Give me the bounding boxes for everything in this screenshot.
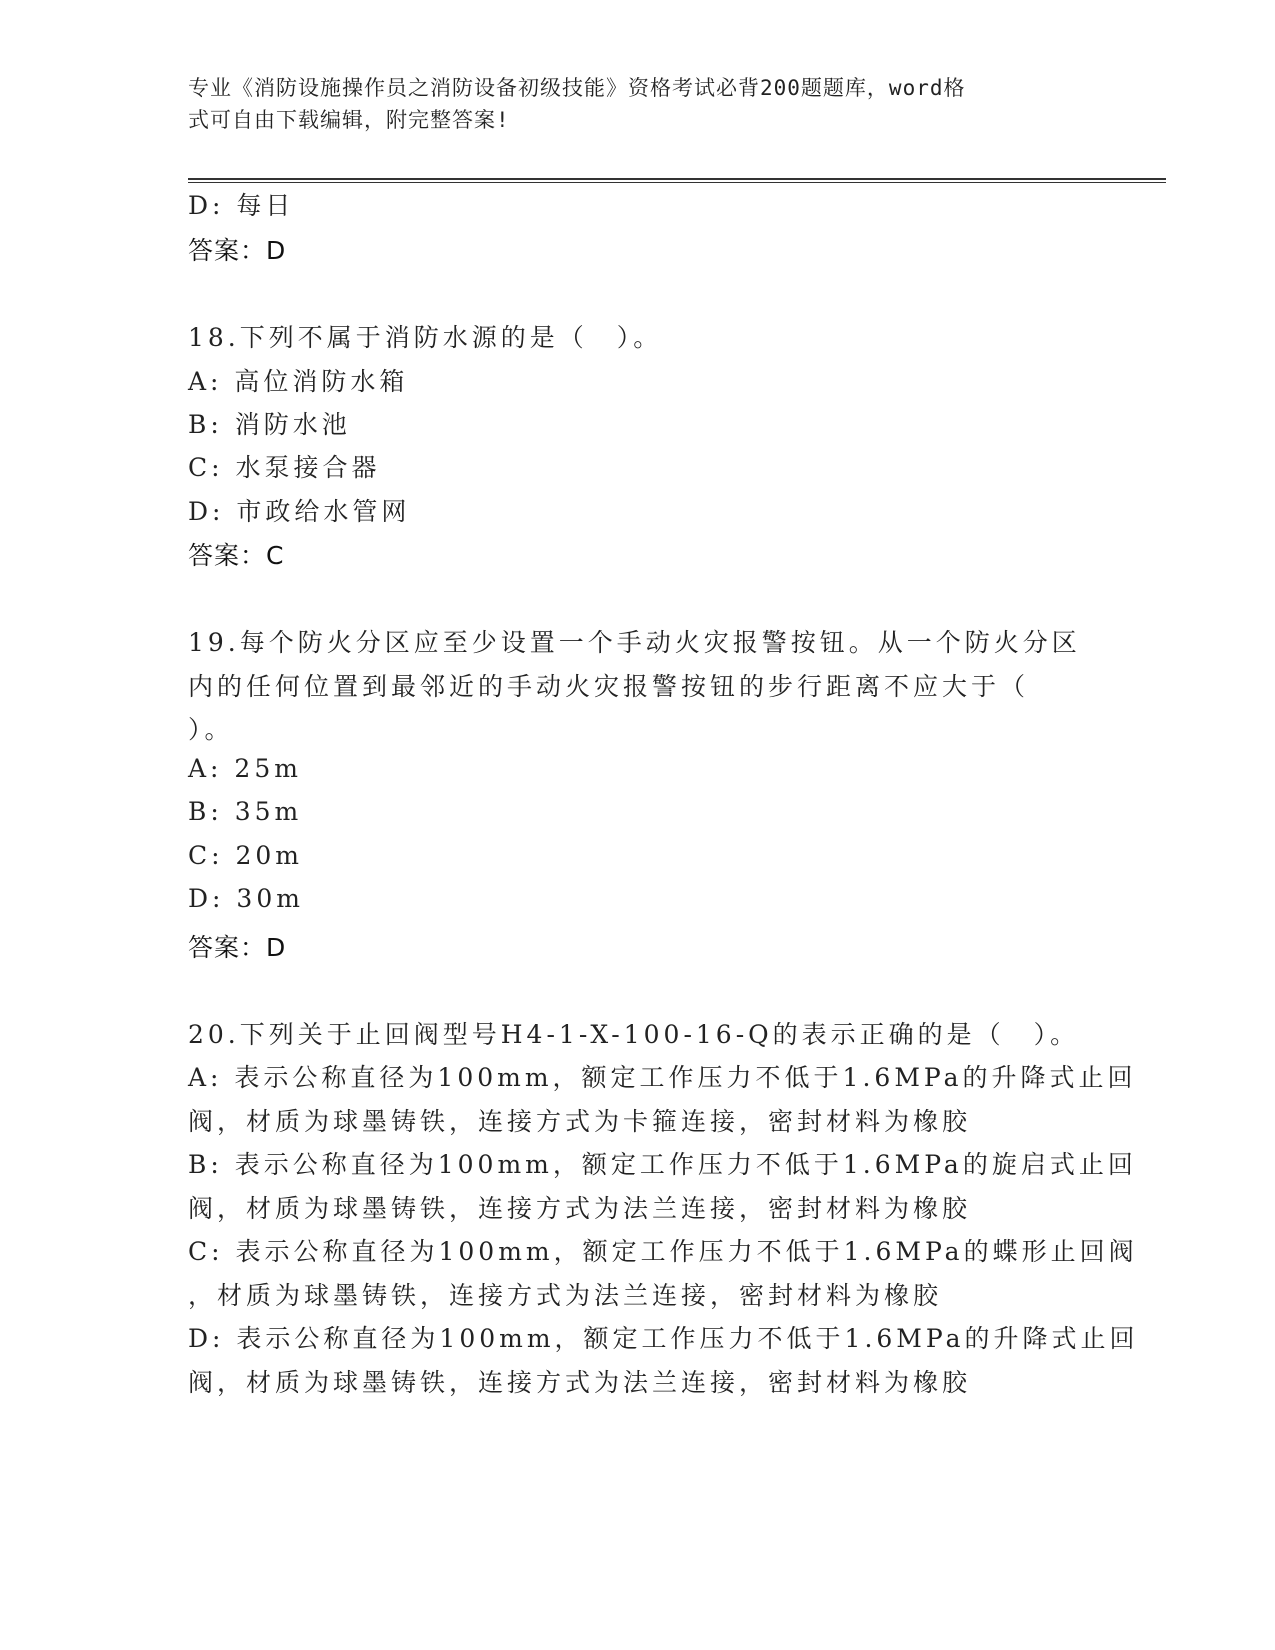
q19-stem-line-2: 内的任何位置到最邻近的手动火灾报警按钮的步行距离不应大于（: [188, 672, 1030, 701]
q20-option-a-line-2: 阀，材质为球墨铸铁，连接方式为卡箍连接，密封材料为橡胶: [188, 1107, 972, 1136]
header-divider: [188, 178, 1166, 183]
q20-option-d-line-1: D: 表示公称直径为100mm，额定工作压力不低于1.6MPa的升降式止回: [188, 1324, 1139, 1353]
q18-option-c: C: 水泵接合器: [188, 453, 381, 482]
q20-option-c-line-1: C: 表示公称直径为100mm，额定工作压力不低于1.6MPa的蝶形止回阀: [188, 1237, 1138, 1266]
q20-stem: 20.下列关于止回阀型号H4-1-X-100-16-Q的表示正确的是（ ）。: [188, 1020, 1080, 1049]
header-title-line-1: 专业《消防设施操作员之消防设备初级技能》资格考试必背200题题库，word格: [188, 76, 966, 100]
q20-option-b-line-1: B: 表示公称直径为100mm，额定工作压力不低于1.6MPa的旋启式止回: [188, 1150, 1137, 1179]
q19-option-a: A: 25m: [188, 754, 302, 783]
q19-answer: 答案：D: [188, 933, 287, 962]
q18-option-a: A: 高位消防水箱: [188, 367, 409, 396]
q20-option-c-line-2: ，材质为球墨铸铁，连接方式为法兰连接，密封材料为橡胶: [188, 1281, 943, 1310]
q20-option-b-line-2: 阀，材质为球墨铸铁，连接方式为法兰连接，密封材料为橡胶: [188, 1194, 972, 1223]
q18-answer: 答案：C: [188, 541, 285, 570]
q20-option-a-line-1: A: 表示公称直径为100mm，额定工作压力不低于1.6MPa的升降式止回: [188, 1063, 1137, 1092]
q19-option-d: D: 30m: [188, 884, 304, 913]
q19-stem-line-1: 19.每个防火分区应至少设置一个手动火灾报警按钮。从一个防火分区: [188, 628, 1081, 657]
q18-option-d: D: 市政给水管网: [188, 497, 411, 526]
prev-option-d: D: 每日: [188, 191, 295, 220]
page-header: [188, 72, 1088, 136]
q19-stem-line-3: ）。: [188, 715, 234, 744]
header-title-line-2: 式可自由下载编辑，附完整答案!: [188, 108, 510, 132]
prev-answer: 答案：D: [188, 236, 287, 265]
q18-option-b: B: 消防水池: [188, 410, 351, 439]
q19-option-b: B: 35m: [188, 797, 303, 826]
q18-stem: 18.下列不属于消防水源的是（ ）。: [188, 323, 663, 352]
q20-option-d-line-2: 阀，材质为球墨铸铁，连接方式为法兰连接，密封材料为橡胶: [188, 1368, 972, 1397]
q19-option-c: C: 20m: [188, 841, 304, 870]
